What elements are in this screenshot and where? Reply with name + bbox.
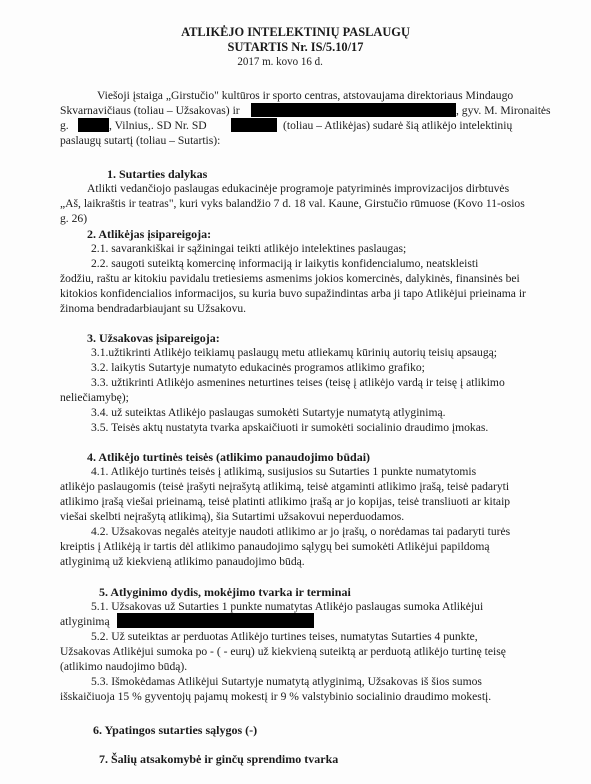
section-line: 5.2. Už suteiktas ar perduotas Atlikėjo turtines teises, numatytas Sutarties 4 punkte, — [91, 630, 478, 643]
section-line: 2.1. savarankiškai ir sąžiningai teikti atlikėjo intelektines paslaugas; — [91, 242, 407, 255]
section-line: 5.3. Išmokėdamas Atlikėjui Sutartyje numatytą atlyginimą, Užsakovas iš šios sumos — [91, 675, 482, 688]
intro-line: paslaugų sutartį (toliau – Sutartis): — [60, 134, 221, 147]
section-line: kreiptis į Atlikėją ir tartis dėl atlikimo panaudojimo sąlygų bei sumokėti Atlikėjui papildomą — [60, 540, 490, 553]
section-line: g. 26) — [60, 212, 88, 225]
section-line: žodžiu, raštu ar kitokiu pavidalu tretiesiems asmenims jokios komercinės, dalykinės, finansinės bei — [60, 272, 520, 285]
section-line: 3.4. už suteiktas Atlikėjo paslaugas sumokėti Sutartyje numatytą atlyginimą. — [91, 406, 446, 419]
section-line: „Aš, laikraštis ir teatras", kuri vyks balandžio 7 d. 18 val. Kaune, Girstučio rūmuose (Kovo 11-osios — [60, 197, 525, 210]
section-line: 3.3. užtikrinti Atlikėjo asmenines neturtines teises (teisę į atlikėjo vardą ir teisę į atlikimo — [91, 376, 505, 389]
section-heading: 3. Užsakovas įsipareigoja: — [87, 331, 220, 345]
redacted-block — [78, 118, 109, 132]
section-heading: 2. Atlikėjas įsipareigoja: — [87, 227, 212, 241]
section-line: atlyginimą už kiekvieną atlikimo panaudojimo būdą. — [60, 555, 305, 568]
section-line: 4.2. Užsakovas negalės ateityje naudoti atlikimo ar jo įrašų, o norėdamas tai padaryti turės — [91, 525, 511, 538]
section-line: Atlikti vedančiojo paslaugas edukacinėje programoje patyriminės improvizacijos dirbtuvės — [87, 182, 510, 195]
section-line: žinoma bendradarbiaujant su Užsakovu. — [60, 302, 247, 315]
intro-line: g. — [60, 119, 69, 132]
section-line: atlikimo įrašą viešai prieinamą, teisė platinti atlikimo įrašą ar jo kopijas, teisė transliuoti ar kitaip — [60, 495, 511, 508]
section-heading: 4. Atlikėjo turtinės teisės (atlikimo panaudojimo būdai) — [87, 450, 371, 464]
section-line: (atlikimo naudojimo būdą). — [60, 660, 188, 673]
section-heading: 7. Šalių atsakomybė ir ginčų sprendimo tvarka — [99, 752, 339, 766]
intro-line: (toliau – Atlikėjas) sudarė šią atlikėjo intelektinių — [283, 119, 513, 132]
intro-line: , gyv. M. Mironaitės — [456, 104, 551, 117]
section-heading: 6. Ypatingos sutarties sąlygos (-) — [93, 723, 258, 737]
contract-number: SUTARTIS Nr. IS/5.10/17 — [227, 40, 364, 54]
section-line: atlyginimą — [60, 615, 110, 628]
redacted-block — [231, 118, 277, 132]
contract-date: 2017 m. kovo 16 d. — [237, 55, 323, 68]
section-line: 2.2. saugoti suteiktą komercinę informaciją ir laikytis konfidencialumo, neatskleisti — [91, 257, 479, 270]
section-line: neliečiamybę); — [60, 391, 129, 404]
section-line: išskaičiuoja 15 % gyventojų pajamų mokestį ir 9 % valstybinio socialinio draudimo mokestį. — [60, 690, 492, 703]
section-line: 3.2. laikytis Sutartyje numatyto edukacinės programos atlikimo grafiko; — [91, 361, 425, 374]
section-line: kitokios konfidencialios informacijos, su kuria buvo supažindintas arba ji tapo Atlikėjui prieinama ir — [60, 287, 526, 300]
intro-line: Skvarnavičiaus (toliau – Užsakovas) ir — [60, 104, 240, 117]
section-line: Užsakovas Atlikėjui sumoka po - ( - eurų) už kiekvieną suteiktą ar perduotą atlikėjo turtinę teisę — [60, 645, 506, 658]
redacted-block — [251, 103, 456, 117]
section-line: 5.1. Užsakovas už Sutarties 1 punkte numatytas Atlikėjo paslaugas sumoka Atlikėjui — [91, 600, 484, 613]
section-line: viešai skelbti neįrašytą atlikimą), šia Sutartimi užsakovui neperduodamos. — [60, 510, 405, 523]
section-heading: 1. Sutarties dalykas — [107, 167, 208, 181]
section-line: 4.1. Atlikėjo turtinės teisės į atlikimą, susijusios su Sutarties 1 punkte numatytomis — [91, 465, 477, 478]
document-title: ATLIKĖJO INTELEKTINIŲ PASLAUGŲ — [181, 25, 410, 39]
intro-line: Viešoji įstaiga „Girstučio" kultūros ir sporto centras, atstovaujama direktoriaus Mindaugo — [97, 89, 514, 102]
section-line: atlikėjo paslaugomis (teisė įrašyti neįrašytą atlikimą, teisė atgaminti atlikimo įrašą, teisė padaryti — [60, 480, 510, 493]
intro-line: , Vilnius,. SD Nr. SD — [109, 119, 207, 132]
redacted-block — [117, 613, 314, 628]
section-line: 3.5. Teisės aktų nustatyta tvarka apskaičiuoti ir sumokėti socialinio draudimo įmokas. — [91, 421, 489, 434]
section-heading: 5. Atlyginimo dydis, mokėjimo tvarka ir terminai — [99, 585, 351, 599]
section-line: 3.1.užtikrinti Atlikėjo teikiamų paslaugų metu atliekamų kūrinių autorių teisių apsaugą; — [91, 346, 498, 359]
